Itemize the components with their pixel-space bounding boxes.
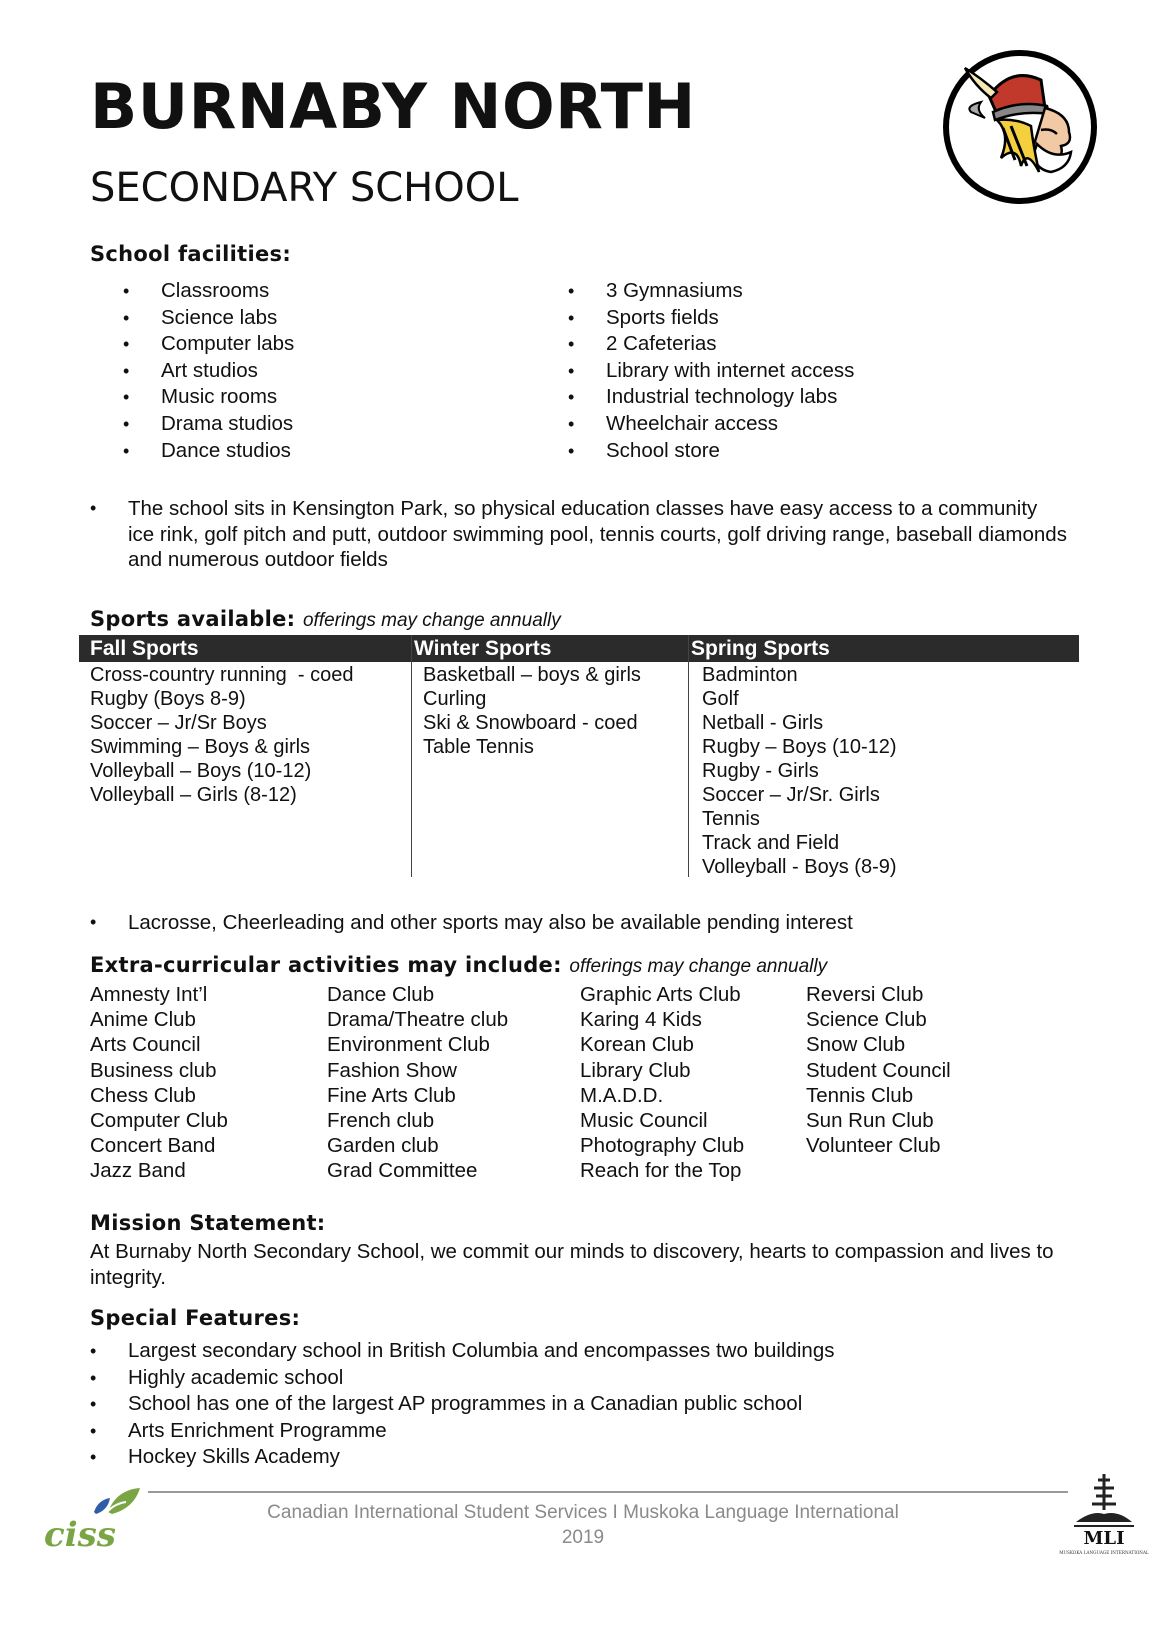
list-item: Swimming – Boys & girls bbox=[90, 736, 311, 758]
list-item: • Music rooms bbox=[123, 385, 278, 409]
winter-sports-title: Winter Sports bbox=[414, 637, 552, 660]
list-item: French club bbox=[327, 1108, 435, 1132]
facilities-heading: School facilities: bbox=[90, 242, 292, 266]
facilities-list-right bbox=[568, 278, 855, 464]
list-item: • 3 Gymnasiums bbox=[568, 279, 743, 302]
list-item: • Wheelchair access bbox=[568, 411, 779, 435]
list-item: • Library with internet access bbox=[568, 358, 855, 382]
activities-col-3 bbox=[580, 982, 744, 1184]
table-divider bbox=[411, 635, 412, 877]
spring-sports-title: Spring Sports bbox=[691, 637, 830, 660]
list-item: Fashion Show bbox=[327, 1058, 457, 1082]
winter-sports-list bbox=[423, 663, 641, 759]
list-item: Anime Club bbox=[90, 1008, 196, 1032]
list-item: • Sports fields bbox=[568, 305, 719, 329]
spring-sports-list bbox=[702, 663, 897, 879]
footer-divider bbox=[148, 1491, 1068, 1493]
table-divider bbox=[688, 635, 689, 877]
facilities-list-left bbox=[123, 278, 295, 464]
list-item: Volleyball – Girls (8-12) bbox=[90, 784, 297, 806]
list-item: Tennis Club bbox=[806, 1083, 914, 1107]
list-item: Business club bbox=[90, 1058, 217, 1082]
list-item: Korean Club bbox=[580, 1033, 694, 1057]
activities-col-1 bbox=[90, 982, 228, 1184]
footer-year: 2019 bbox=[561, 1527, 605, 1548]
list-item: Arts Council bbox=[90, 1033, 201, 1057]
list-item: Science Club bbox=[806, 1008, 927, 1032]
sports-extra-note: • Lacrosse, Cheerleading and other sports may also be available pending interest bbox=[90, 911, 853, 934]
list-item: • 2 Cafeterias bbox=[568, 332, 717, 356]
footer-text bbox=[148, 1500, 1018, 1550]
list-item: Tennis bbox=[702, 808, 760, 830]
footer-organizations: Canadian International Student Services I Muskoka Language International bbox=[267, 1502, 899, 1523]
mission-heading: Mission Statement: bbox=[90, 1211, 326, 1235]
list-item: Grad Committee bbox=[327, 1159, 478, 1183]
mission-text: At Burnaby North Secondary School, we commit our minds to discovery, hearts to compassion and lives to integrity. bbox=[90, 1240, 1054, 1289]
list-item: Badminton bbox=[702, 664, 798, 686]
list-item: Karing 4 Kids bbox=[580, 1008, 702, 1032]
list-item: Reach for the Top bbox=[580, 1159, 742, 1183]
list-item: • School store bbox=[568, 438, 720, 462]
activities-heading: Extra-curricular activities may include: offerings may change annually bbox=[90, 953, 828, 977]
list-item: Drama/Theatre club bbox=[327, 1008, 509, 1032]
activities-note: offerings may change annually bbox=[569, 956, 828, 977]
park-note: • The school sits in Kensington Park, so physical education classes have easy access to a community ice rink, golf pitch and putt, outdoor swimming pool, tennis courts, golf driving range, baseball diamonds and numerous outdoor fields bbox=[90, 497, 1067, 571]
list-item: Computer Club bbox=[90, 1108, 228, 1132]
mli-logo bbox=[1059, 1470, 1149, 1560]
list-item: M.A.D.D. bbox=[580, 1083, 664, 1107]
list-item: Golf bbox=[702, 688, 739, 710]
list-item: Curling bbox=[423, 688, 487, 710]
page-title: BURNABY NORTH bbox=[90, 70, 696, 143]
features-list bbox=[90, 1338, 835, 1471]
list-item: Volunteer Club bbox=[806, 1134, 941, 1158]
fall-sports-title: Fall Sports bbox=[90, 637, 199, 660]
activities-col-4 bbox=[806, 982, 951, 1158]
list-item: Fine Arts Club bbox=[327, 1083, 456, 1107]
list-item: • Industrial technology labs bbox=[568, 385, 838, 409]
list-item: Environment Club bbox=[327, 1033, 490, 1057]
list-item: • Arts Enrichment Programme bbox=[90, 1418, 387, 1442]
list-item: Rugby – Boys (10-12) bbox=[702, 736, 897, 758]
sports-table-header bbox=[79, 635, 1079, 662]
list-item: Volleyball - Boys (8-9) bbox=[702, 856, 897, 878]
list-item: • Drama studios bbox=[123, 411, 294, 435]
viking-mascot-logo bbox=[941, 48, 1099, 206]
list-item: Table Tennis bbox=[423, 736, 534, 758]
list-item: Ski & Snowboard - coed bbox=[423, 712, 638, 734]
list-item: Rugby (Boys 8-9) bbox=[90, 688, 246, 710]
list-item: Volleyball – Boys (10-12) bbox=[90, 760, 312, 782]
list-item: Soccer – Jr/Sr. Girls bbox=[702, 784, 880, 806]
list-item: Sun Run Club bbox=[806, 1108, 934, 1132]
list-item: • Art studios bbox=[123, 358, 258, 382]
list-item: Amnesty Int’l bbox=[90, 983, 208, 1006]
list-item: • Hockey Skills Academy bbox=[90, 1445, 340, 1469]
list-item: Concert Band bbox=[90, 1134, 216, 1158]
list-item: • School has one of the largest AP programmes in a Canadian public school bbox=[90, 1392, 803, 1416]
list-item: Reversi Club bbox=[806, 983, 924, 1006]
features-heading: Special Features: bbox=[90, 1306, 301, 1330]
list-item: Library Club bbox=[580, 1058, 691, 1082]
list-item: Soccer – Jr/Sr Boys bbox=[90, 712, 267, 734]
page-subtitle: SECONDARY SCHOOL bbox=[90, 165, 519, 211]
list-item: • Highly academic school bbox=[90, 1365, 344, 1389]
list-item: Cross-country running - coed bbox=[90, 664, 354, 686]
mli-logo-subtext: MUSKOKA LANGUAGE INTERNATIONAL bbox=[1059, 1550, 1149, 1555]
ciss-logo-text: ciss bbox=[44, 1515, 116, 1555]
list-item: Chess Club bbox=[90, 1083, 196, 1107]
list-item: Dance Club bbox=[327, 983, 435, 1006]
list-item: Student Council bbox=[806, 1058, 951, 1082]
list-item: Track and Field bbox=[702, 832, 840, 854]
fall-sports-list bbox=[90, 663, 353, 807]
list-item: • Science labs bbox=[123, 305, 278, 329]
list-item: Rugby - Girls bbox=[702, 760, 819, 782]
list-item: • Classrooms bbox=[123, 279, 270, 302]
list-item: Photography Club bbox=[580, 1134, 745, 1158]
list-item: Music Council bbox=[580, 1108, 708, 1132]
list-item: • Dance studios bbox=[123, 438, 291, 462]
list-item: Basketball – boys & girls bbox=[423, 664, 641, 686]
sports-heading: Sports available: offerings may change annually bbox=[90, 607, 561, 631]
mli-logo-text: MLI bbox=[1083, 1528, 1125, 1549]
activities-col-2 bbox=[327, 982, 508, 1184]
list-item: Graphic Arts Club bbox=[580, 983, 741, 1006]
list-item: • Computer labs bbox=[123, 332, 295, 356]
list-item: Garden club bbox=[327, 1134, 439, 1158]
ciss-logo bbox=[42, 1486, 146, 1555]
list-item: Jazz Band bbox=[90, 1159, 186, 1183]
list-item: • Largest secondary school in British Columbia and encompasses two buildings bbox=[90, 1339, 835, 1362]
sports-note: offerings may change annually bbox=[302, 610, 561, 631]
list-item: Snow Club bbox=[806, 1033, 906, 1057]
list-item: Netball - Girls bbox=[702, 712, 824, 734]
